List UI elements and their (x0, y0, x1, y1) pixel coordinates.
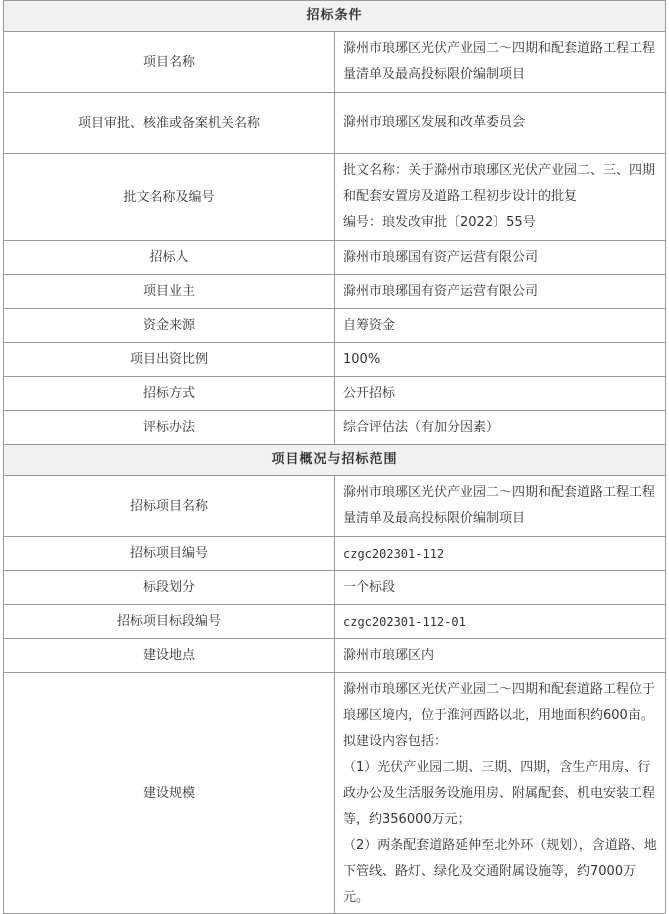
row-label: 资金来源 (4, 309, 335, 343)
tender-info-table (3, 0, 666, 914)
row-label: 项目出资比例 (4, 343, 335, 377)
row-value (335, 673, 666, 914)
table-row (4, 275, 666, 309)
row-value: czgc202301-112-01 (335, 605, 666, 639)
section-header-row (4, 1, 666, 32)
row-value: 滁州市琅琊区光伏产业园二～四期和配套道路工程工程量清单及最高投标限价编制项目 (335, 476, 666, 537)
section-title-bidding-conditions: 招标条件 (4, 1, 666, 32)
table-row (4, 639, 666, 673)
row-value: 公开招标 (335, 377, 666, 411)
table-row (4, 154, 666, 241)
table-row (4, 377, 666, 411)
row-label: 建设规模 (4, 673, 335, 914)
row-label: 招标项目编号 (4, 537, 335, 571)
row-label: 招标方式 (4, 377, 335, 411)
table-row (4, 241, 666, 275)
row-value: 滁州市琅琊国有资产运营有限公司 (335, 275, 666, 309)
row-value: 一个标段 (335, 571, 666, 605)
section-header-row (4, 445, 666, 476)
row-label: 标段划分 (4, 571, 335, 605)
section-title-project-overview: 项目概况与招标范围 (4, 445, 666, 476)
row-value: 自筹资金 (335, 309, 666, 343)
row-value: 综合评估法（有加分因素） (335, 411, 666, 445)
table-row (4, 571, 666, 605)
approval-name-line: 批文名称：关于滁州市琅琊区光伏产业园二、三、四期和配套安置房及道路工程初步设计的批复 (343, 163, 656, 204)
scale-item-1-line: （1）光伏产业园二期、三期、四期，含生产用房、行政办公及生活服务设施用房、附属配套、机电安装工程等，约356000万元； (343, 760, 656, 827)
table-row (4, 476, 666, 537)
row-label: 评标办法 (4, 411, 335, 445)
row-value: 滁州市琅琊国有资产运营有限公司 (335, 241, 666, 275)
tender-info-document (3, 0, 666, 914)
scale-item-2-line: （2）两条配套道路延伸至北外环（规划），含道路、地下管线、路灯、绿化及交通附属设施等，约7000万元。 (343, 838, 657, 905)
scale-intro-line: 滁州市琅琊区光伏产业园二～四期和配套道路工程位于琅琊区境内，位于淮河西路以北，用地面积约600亩。拟建设内容包括： (343, 682, 656, 749)
row-label: 建设地点 (4, 639, 335, 673)
row-value: 100% (335, 343, 666, 377)
approval-number-line: 编号：琅发改审批〔2022〕55号 (343, 215, 536, 230)
row-label: 项目审批、核准或备案机关名称 (4, 93, 335, 154)
row-label: 招标人 (4, 241, 335, 275)
table-row (4, 93, 666, 154)
row-value: 滁州市琅琊区光伏产业园二～四期和配套道路工程工程量清单及最高投标限价编制项目 (335, 32, 666, 93)
row-label: 项目业主 (4, 275, 335, 309)
table-row (4, 343, 666, 377)
row-value: 滁州市琅琊区内 (335, 639, 666, 673)
table-row (4, 673, 666, 914)
row-value: 滁州市琅琊区发展和改革委员会 (335, 93, 666, 154)
row-label: 招标项目标段编号 (4, 605, 335, 639)
row-value: czgc202301-112 (335, 537, 666, 571)
table-row (4, 309, 666, 343)
row-label: 批文名称及编号 (4, 154, 335, 241)
row-label: 招标项目名称 (4, 476, 335, 537)
table-row (4, 32, 666, 93)
row-label: 项目名称 (4, 32, 335, 93)
table-row (4, 537, 666, 571)
table-row (4, 411, 666, 445)
row-value (335, 154, 666, 241)
table-row (4, 605, 666, 639)
